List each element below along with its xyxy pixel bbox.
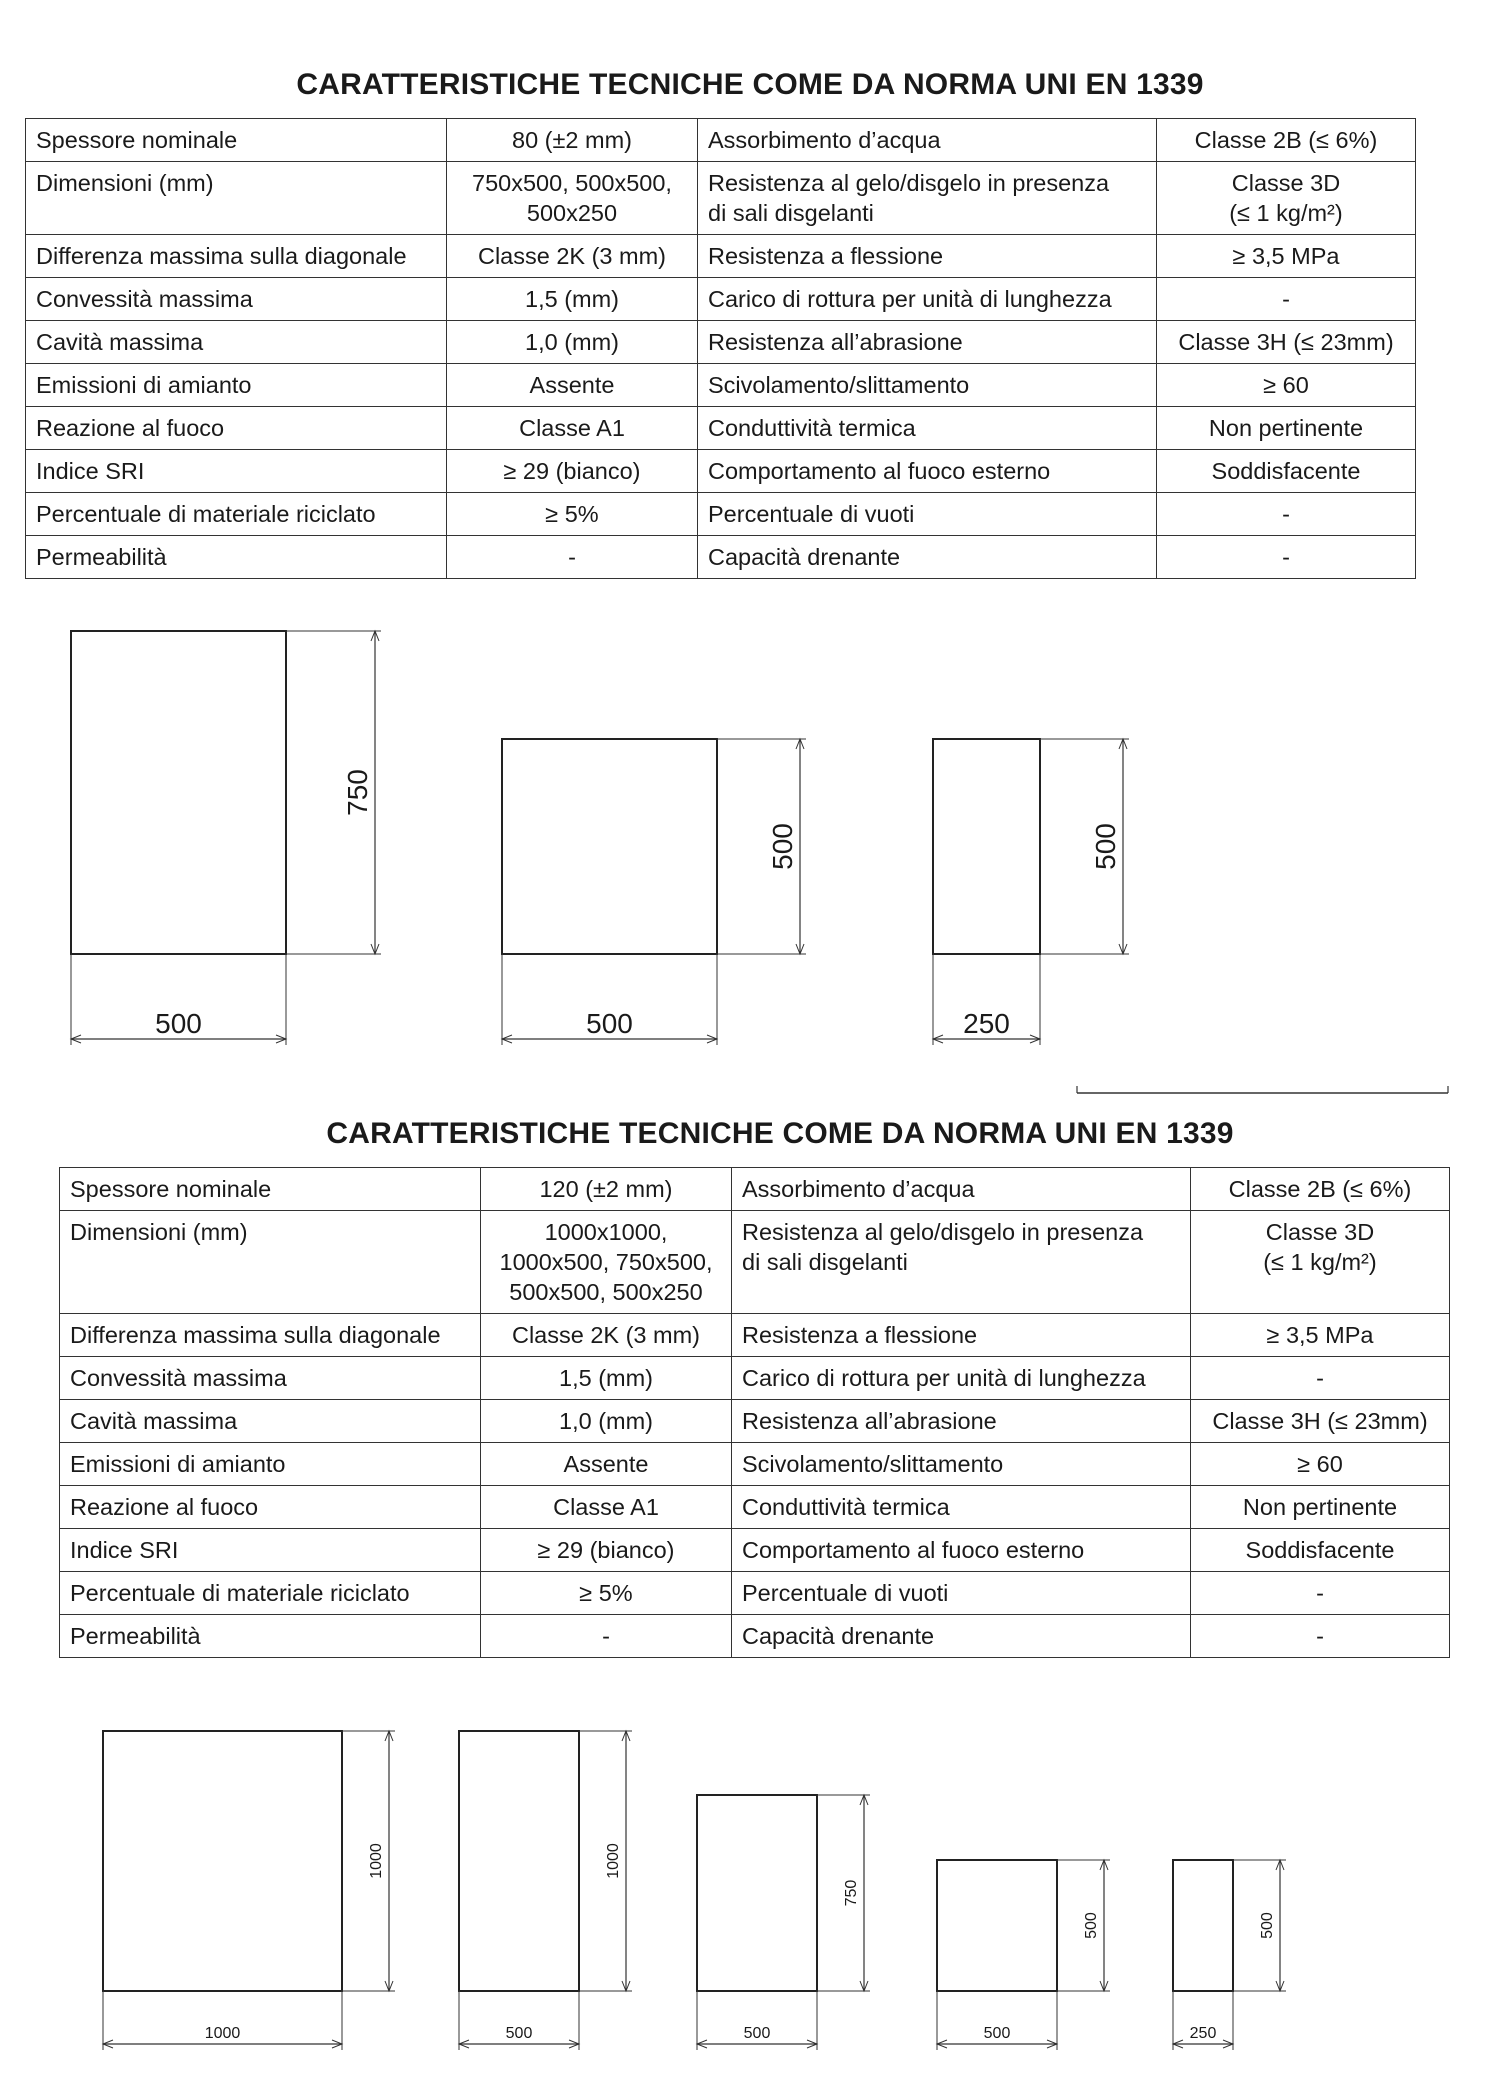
drawings-section-2 <box>0 1700 1500 2080</box>
tile-outline <box>103 1731 342 1991</box>
cropped-fragment <box>0 1068 1500 1098</box>
property-value: Classe 3D (≤ 1 kg/m²) <box>1157 162 1416 235</box>
property-label: Permeabilità <box>60 1615 481 1658</box>
table-row <box>60 1486 1450 1529</box>
property-value: - <box>1157 536 1416 579</box>
height-label: 750 <box>843 1879 860 1907</box>
property-value: - <box>1191 1357 1450 1400</box>
property-value: - <box>447 536 698 579</box>
width-label: 500 <box>743 2025 771 2042</box>
property-label: Convessità massima <box>26 278 447 321</box>
property-value: 1000x1000, 1000x500, 750x500, 500x500, 500x250 <box>481 1211 732 1314</box>
property-label: Percentuale di vuoti <box>732 1572 1191 1615</box>
property-label: Dimensioni (mm) <box>60 1211 481 1314</box>
property-value: ≥ 5% <box>481 1572 732 1615</box>
section-2-title: CARATTERISTICHE TECNICHE COME DA NORMA UNI EN 1339 <box>326 1117 1234 1150</box>
property-value: Soddisfacente <box>1157 450 1416 493</box>
table-row <box>60 1400 1450 1443</box>
spec-table-1 <box>25 118 1416 579</box>
table-row <box>26 450 1416 493</box>
property-value: ≥ 60 <box>1191 1443 1450 1486</box>
property-value: 1,5 (mm) <box>481 1357 732 1400</box>
property-label: Spessore nominale <box>26 119 447 162</box>
property-value: Classe 2K (3 mm) <box>481 1314 732 1357</box>
width-label: 250 <box>963 1008 1010 1039</box>
height-label: 500 <box>1083 1912 1100 1939</box>
property-label: Resistenza all’abrasione <box>698 321 1157 364</box>
table-row <box>26 321 1416 364</box>
property-value: - <box>1191 1615 1450 1658</box>
property-value: - <box>1157 278 1416 321</box>
table-row <box>60 1211 1450 1314</box>
property-value: ≥ 3,5 MPa <box>1191 1314 1450 1357</box>
spec-table-2 <box>59 1167 1450 1658</box>
property-value: Soddisfacente <box>1191 1529 1450 1572</box>
table-row <box>60 1615 1450 1658</box>
property-label: Scivolamento/slittamento <box>732 1443 1191 1486</box>
property-label: Resistenza a flessione <box>732 1314 1191 1357</box>
property-label: Conduttività termica <box>732 1486 1191 1529</box>
property-value: - <box>481 1615 732 1658</box>
property-label: Percentuale di materiale riciclato <box>26 493 447 536</box>
table-row <box>60 1529 1450 1572</box>
property-value: 80 (±2 mm) <box>447 119 698 162</box>
property-value: Classe 2K (3 mm) <box>447 235 698 278</box>
table-row <box>60 1443 1450 1486</box>
property-value: Classe 2B (≤ 6%) <box>1157 119 1416 162</box>
property-value: 120 (±2 mm) <box>481 1168 732 1211</box>
property-label: Indice SRI <box>26 450 447 493</box>
property-label: Reazione al fuoco <box>26 407 447 450</box>
property-label: Cavità massima <box>26 321 447 364</box>
property-label: Resistenza al gelo/disgelo in presenza di sali disgelanti <box>732 1211 1191 1314</box>
tile-outline <box>71 631 286 954</box>
property-label: Assorbimento d’acqua <box>698 119 1157 162</box>
property-value: 1,0 (mm) <box>447 321 698 364</box>
height-label: 500 <box>1090 823 1121 870</box>
property-label: Emissioni di amianto <box>60 1443 481 1486</box>
property-label: Spessore nominale <box>60 1168 481 1211</box>
property-label: Scivolamento/slittamento <box>698 364 1157 407</box>
height-label: 750 <box>342 769 373 816</box>
property-label: Carico di rottura per unità di lunghezza <box>732 1357 1191 1400</box>
property-label: Capacità drenante <box>698 536 1157 579</box>
property-label: Resistenza al gelo/disgelo in presenza di sali disgelanti <box>698 162 1157 235</box>
property-label: Cavità massima <box>60 1400 481 1443</box>
property-label: Conduttività termica <box>698 407 1157 450</box>
property-value: 750x500, 500x500, 500x250 <box>447 162 698 235</box>
property-value: ≥ 29 (bianco) <box>481 1529 732 1572</box>
property-value: Classe A1 <box>447 407 698 450</box>
property-value: Non pertinente <box>1191 1486 1450 1529</box>
property-label: Carico di rottura per unità di lunghezza <box>698 278 1157 321</box>
height-label: 500 <box>767 823 798 870</box>
tile-outline <box>502 739 717 954</box>
section-1-title: CARATTERISTICHE TECNICHE COME DA NORMA UNI EN 1339 <box>296 68 1204 101</box>
width-label: 500 <box>586 1008 633 1039</box>
property-value: 1,0 (mm) <box>481 1400 732 1443</box>
table-row <box>60 1357 1450 1400</box>
table-row <box>26 278 1416 321</box>
height-label: 1000 <box>368 1843 385 1879</box>
table-row <box>26 536 1416 579</box>
height-label: 500 <box>1259 1912 1276 1939</box>
property-label: Assorbimento d’acqua <box>732 1168 1191 1211</box>
property-value: Classe 3H (≤ 23mm) <box>1191 1400 1450 1443</box>
tile-outline <box>459 1731 579 1991</box>
property-label: Capacità drenante <box>732 1615 1191 1658</box>
property-value: ≥ 3,5 MPa <box>1157 235 1416 278</box>
property-label: Comportamento al fuoco esterno <box>732 1529 1191 1572</box>
property-value: Classe A1 <box>481 1486 732 1529</box>
width-label: 500 <box>505 2025 533 2042</box>
tile-outline <box>933 739 1040 954</box>
property-label: Differenza massima sulla diagonale <box>26 235 447 278</box>
property-label: Dimensioni (mm) <box>26 162 447 235</box>
table-row <box>26 493 1416 536</box>
table-row <box>60 1314 1450 1357</box>
property-value: ≥ 29 (bianco) <box>447 450 698 493</box>
property-label: Percentuale di materiale riciclato <box>60 1572 481 1615</box>
property-value: ≥ 60 <box>1157 364 1416 407</box>
property-value: Assente <box>447 364 698 407</box>
width-label: 250 <box>1189 2025 1217 2042</box>
property-value: ≥ 5% <box>447 493 698 536</box>
table-row <box>26 407 1416 450</box>
property-value: Classe 3H (≤ 23mm) <box>1157 321 1416 364</box>
property-label: Resistenza a flessione <box>698 235 1157 278</box>
property-label: Indice SRI <box>60 1529 481 1572</box>
tile-outline <box>937 1860 1057 1991</box>
property-value: - <box>1157 493 1416 536</box>
property-value: 1,5 (mm) <box>447 278 698 321</box>
table-row <box>26 119 1416 162</box>
drawings-section-1 <box>0 600 1500 1100</box>
property-label: Comportamento al fuoco esterno <box>698 450 1157 493</box>
property-label: Differenza massima sulla diagonale <box>60 1314 481 1357</box>
property-label: Reazione al fuoco <box>60 1486 481 1529</box>
tile-outline <box>1173 1860 1233 1991</box>
tile-outline <box>697 1795 817 1991</box>
property-label: Emissioni di amianto <box>26 364 447 407</box>
width-label: 500 <box>155 1008 202 1039</box>
property-value: Assente <box>481 1443 732 1486</box>
property-label: Percentuale di vuoti <box>698 493 1157 536</box>
width-label: 1000 <box>204 2025 241 2042</box>
property-value: - <box>1191 1572 1450 1615</box>
table-row <box>26 235 1416 278</box>
width-label: 500 <box>983 2025 1011 2042</box>
table-row <box>60 1572 1450 1615</box>
property-value: Classe 3D (≤ 1 kg/m²) <box>1191 1211 1450 1314</box>
property-value: Classe 2B (≤ 6%) <box>1191 1168 1450 1211</box>
property-value: Non pertinente <box>1157 407 1416 450</box>
property-label: Convessità massima <box>60 1357 481 1400</box>
table-row <box>26 162 1416 235</box>
height-label: 1000 <box>605 1843 622 1879</box>
property-label: Permeabilità <box>26 536 447 579</box>
property-label: Resistenza all’abrasione <box>732 1400 1191 1443</box>
table-row <box>26 364 1416 407</box>
table-row <box>60 1168 1450 1211</box>
